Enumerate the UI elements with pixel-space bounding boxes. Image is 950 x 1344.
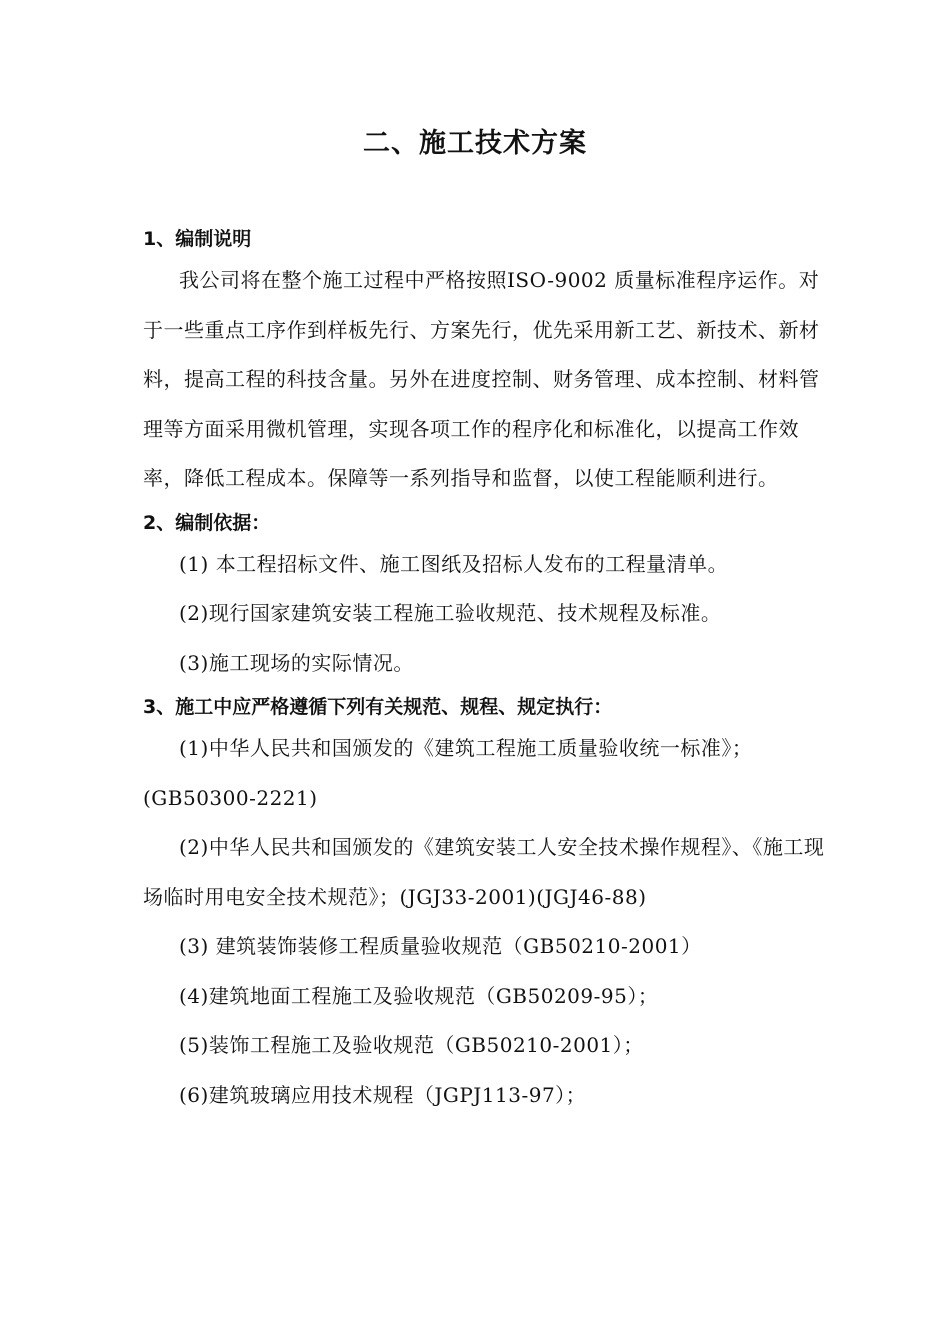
list-item: (6)建筑玻璃应用技术规程（JGPJ113-97）； — [179, 1082, 587, 1107]
list-item: (2)中华人民共和国颁发的《建筑安装工人安全技术操作规程》、《施工现场临时用电安全技术规范》；(JGJ33-2001)(JGJ46-88) — [143, 835, 825, 909]
page-title: 二、施工技术方案 — [363, 128, 587, 159]
section-heading-2: 2、编制依据： — [143, 511, 271, 534]
section-1-paragraph: 我公司将在整个施工过程中严格按照ISO-9002 质量标准程序运作。对于一些重点工序作到样板先行、方案先行，优先采用新工艺、新技术、新材料，提高工程的科技含量。另外在进度控制、财务管理、成本控制、材料管理等方面采用微机管理，实现各项工作的程序化和标准化，以提高工作效率，降低工程成本。保障等一系列指导和监督，以使工程能顺利进行。 — [143, 268, 820, 490]
list-item: (2)现行国家建筑安装工程施工验收规范、技术规程及标准。 — [179, 601, 722, 625]
list-item: (3)施工现场的实际情况。 — [179, 650, 414, 675]
list-item: (1)中华人民共和国颁发的《建筑工程施工质量验收统一标准》；(GB50300-2221) — [143, 736, 753, 810]
document-body — [143, 222, 833, 1120]
section-heading-3: 3、施工中应严格遵循下列有关规范、规程、规定执行： — [143, 696, 613, 718]
section-heading-1: 1、编制说明 — [143, 228, 252, 250]
list-item: (3) 建筑装饰装修工程质量验收规范（GB50210-2001） — [179, 934, 702, 958]
list-item: (4)建筑地面工程施工及验收规范（GB50209-95）； — [179, 983, 659, 1008]
list-item: (5)装饰工程施工及验收规范（GB50210-2001）； — [179, 1033, 644, 1057]
list-item: (1) 本工程招标文件、施工图纸及招标人发布的工程量清单。 — [179, 551, 729, 576]
